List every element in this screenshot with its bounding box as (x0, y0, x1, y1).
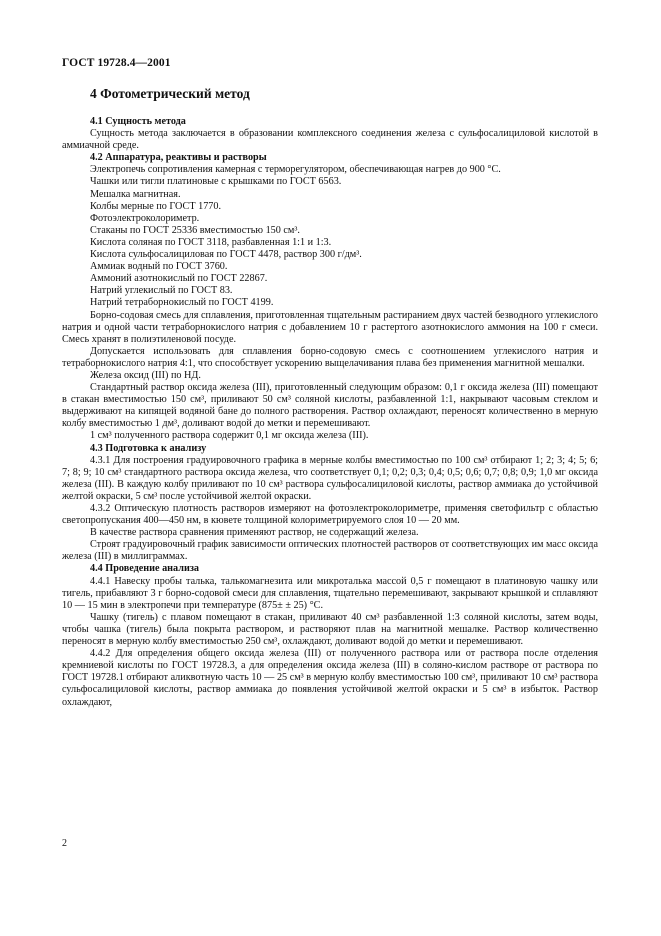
paragraph: Стандартный раствор оксида железа (III), приготовленный следующим образом: 0,1 г оксида железа (III) помещают в стакан вместимостью 150 см³, приливают 50 см³ соляной кислоты, разбавленной 1:1, накрывают часовым стеклом и выдерживают на кипящей водяной бане до полного растворения. Раствор охлаждают, переносят количественно в мерную колбу вместимостью 1 дм³, доливают водой до метки и перемешивают. (62, 382, 598, 430)
paragraph: 4.3.1 Для построения градуировочного графика в мерные колбы вместимостью по 100 см³ отбирают 1; 2; 3; 4; 5; 6; 7; 8; 9; 10 см³ стандартного раствора оксида железа, что соответствует 0,1; 0,2; 0,3; 0,4; 0,5; 0,6; 0,7; 0,8; 0,9; 1,0 мг оксида железа (III). В каждую колбу приливают по 10 см³ раствора сульфосалициловой кислоты, раствор аммиака до устойчивой желтой окраски, 5 см³ после устойчивой желтой окраски. (62, 454, 598, 502)
paragraph: Натрий тетраборнокислый по ГОСТ 4199. (90, 297, 274, 309)
paragraph: Чашку (тигель) с плавом помещают в стакан, приливают 40 см³ разбавленной 1:3 соляной кислоты, затем воды, чтобы чашка (тигель) была покрыта раствором, и растворяют плав на магнитной мешалке. Раствор количественно переносят в мерную колбу вместимостью 250 см³, охлаждают, доливают водой до метки и перемешивают. (62, 611, 598, 648)
paragraph: Чашки или тигли платиновые с крышками по ГОСТ 6563. (90, 176, 342, 188)
paragraph: Колбы мерные по ГОСТ 1770. (90, 200, 222, 212)
paragraph: Борно-содовая смесь для сплавления, приготовленная тщательным растиранием двух частей безводного углекислого натрия и одной части тетраборнокислого натрия с добавлением 10 г растертого азотнокислого аммония на 100 г смеси. Смесь хранят в полиэтиленовой посуде. (62, 309, 598, 345)
paragraph: Аммоний азотнокислый по ГОСТ 22867. (90, 273, 268, 285)
paragraph: Стаканы по ГОСТ 25336 вместимостью 150 см³. (90, 224, 300, 236)
paragraph: 4.4.2 Для определения общего оксида железа (III) от полученного раствора или от раствора после отделения кремниевой кислоты по ГОСТ 19728.3, а для определения оксида железа (III) в соляно-кислом растворе от раствора по ГОСТ 19728.1 отбирают аликвотную часть 10 — 25 см³ в мерную колбу вместимостью 100 см³, приливают 10 см³ раствора сульфосалициловой кислоты, раствор аммиака до появления устойчивой желтой окраски и 5 см³ в избыток. Раствор охлаждают, (62, 648, 598, 708)
paragraph: Кислота соляная по ГОСТ 3118, разбавленная 1:1 и 1:3. (90, 236, 332, 248)
paragraph: Аммиак водный по ГОСТ 3760. (90, 261, 228, 273)
subsection-heading: 4.4 Проведение анализа (90, 563, 200, 575)
paragraph: В качестве раствора сравнения применяют раствор, не содержащий железа. (90, 527, 419, 539)
paragraph: Электропечь сопротивления камерная с терморегулятором, обеспечивающая нагрев до 900 °С. (90, 164, 501, 176)
paragraph: Натрий углекислый по ГОСТ 83. (90, 285, 233, 297)
paragraph: 1 см³ полученного раствора содержит 0,1 мг оксида железа (III). (90, 430, 369, 442)
document-body (62, 116, 598, 709)
subsection-heading: 4.3 Подготовка к анализу (90, 442, 207, 454)
paragraph: Мешалка магнитная. (90, 188, 181, 200)
paragraph: Строят градуировочный график зависимости оптических плотностей растворов от соответствующих им масс оксида железа (III) в миллиграммах. (62, 539, 598, 563)
paragraph: Допускается использовать для сплавления борно-содовую смесь с соотношением углекислого натрия и тетраборнокислого натрия 4:1, что способствует ускорению выщелачивания плава без применения магнитной мешалки. (62, 345, 598, 369)
page-number: 2 (62, 838, 67, 849)
paragraph: Фотоэлектроколориметр. (90, 212, 200, 224)
subsection-heading: 4.2 Аппаратура, реактивы и растворы (90, 152, 267, 164)
paragraph: 4.4.1 Навеску пробы талька, талькомагнезита или микроталька массой 0,5 г помещают в платиновую чашку или тигель, прибавляют 3 г борно-содовой смеси для сплавления, тщательно перемешивают, закрывают крышкой и сплавляют 10 — 15 мин в электропечи при температуре (875± ± 25) °С. (62, 575, 598, 611)
document-header: ГОСТ 19728.4—2001 (62, 57, 171, 69)
paragraph: 4.3.2 Оптическую плотность растворов измеряют на фотоэлектроколориметре, применяя светофильтр с областью светопропускания 400—450 нм, в кювете толщиной колориметрируемого слоя 10 — 20 мм. (62, 503, 598, 527)
section-title: 4 Фотометрический метод (90, 86, 250, 101)
paragraph: Сущность метода заключается в образовании комплексного соединения железа с сульфосалициловой кислотой в аммиачной среде. (62, 128, 598, 152)
paragraph: Железа оксид (III) по НД. (90, 369, 201, 381)
paragraph: Кислота сульфосалициловая по ГОСТ 4478, раствор 300 г/дм³. (90, 249, 362, 261)
subsection-heading: 4.1 Сущность метода (90, 116, 186, 127)
